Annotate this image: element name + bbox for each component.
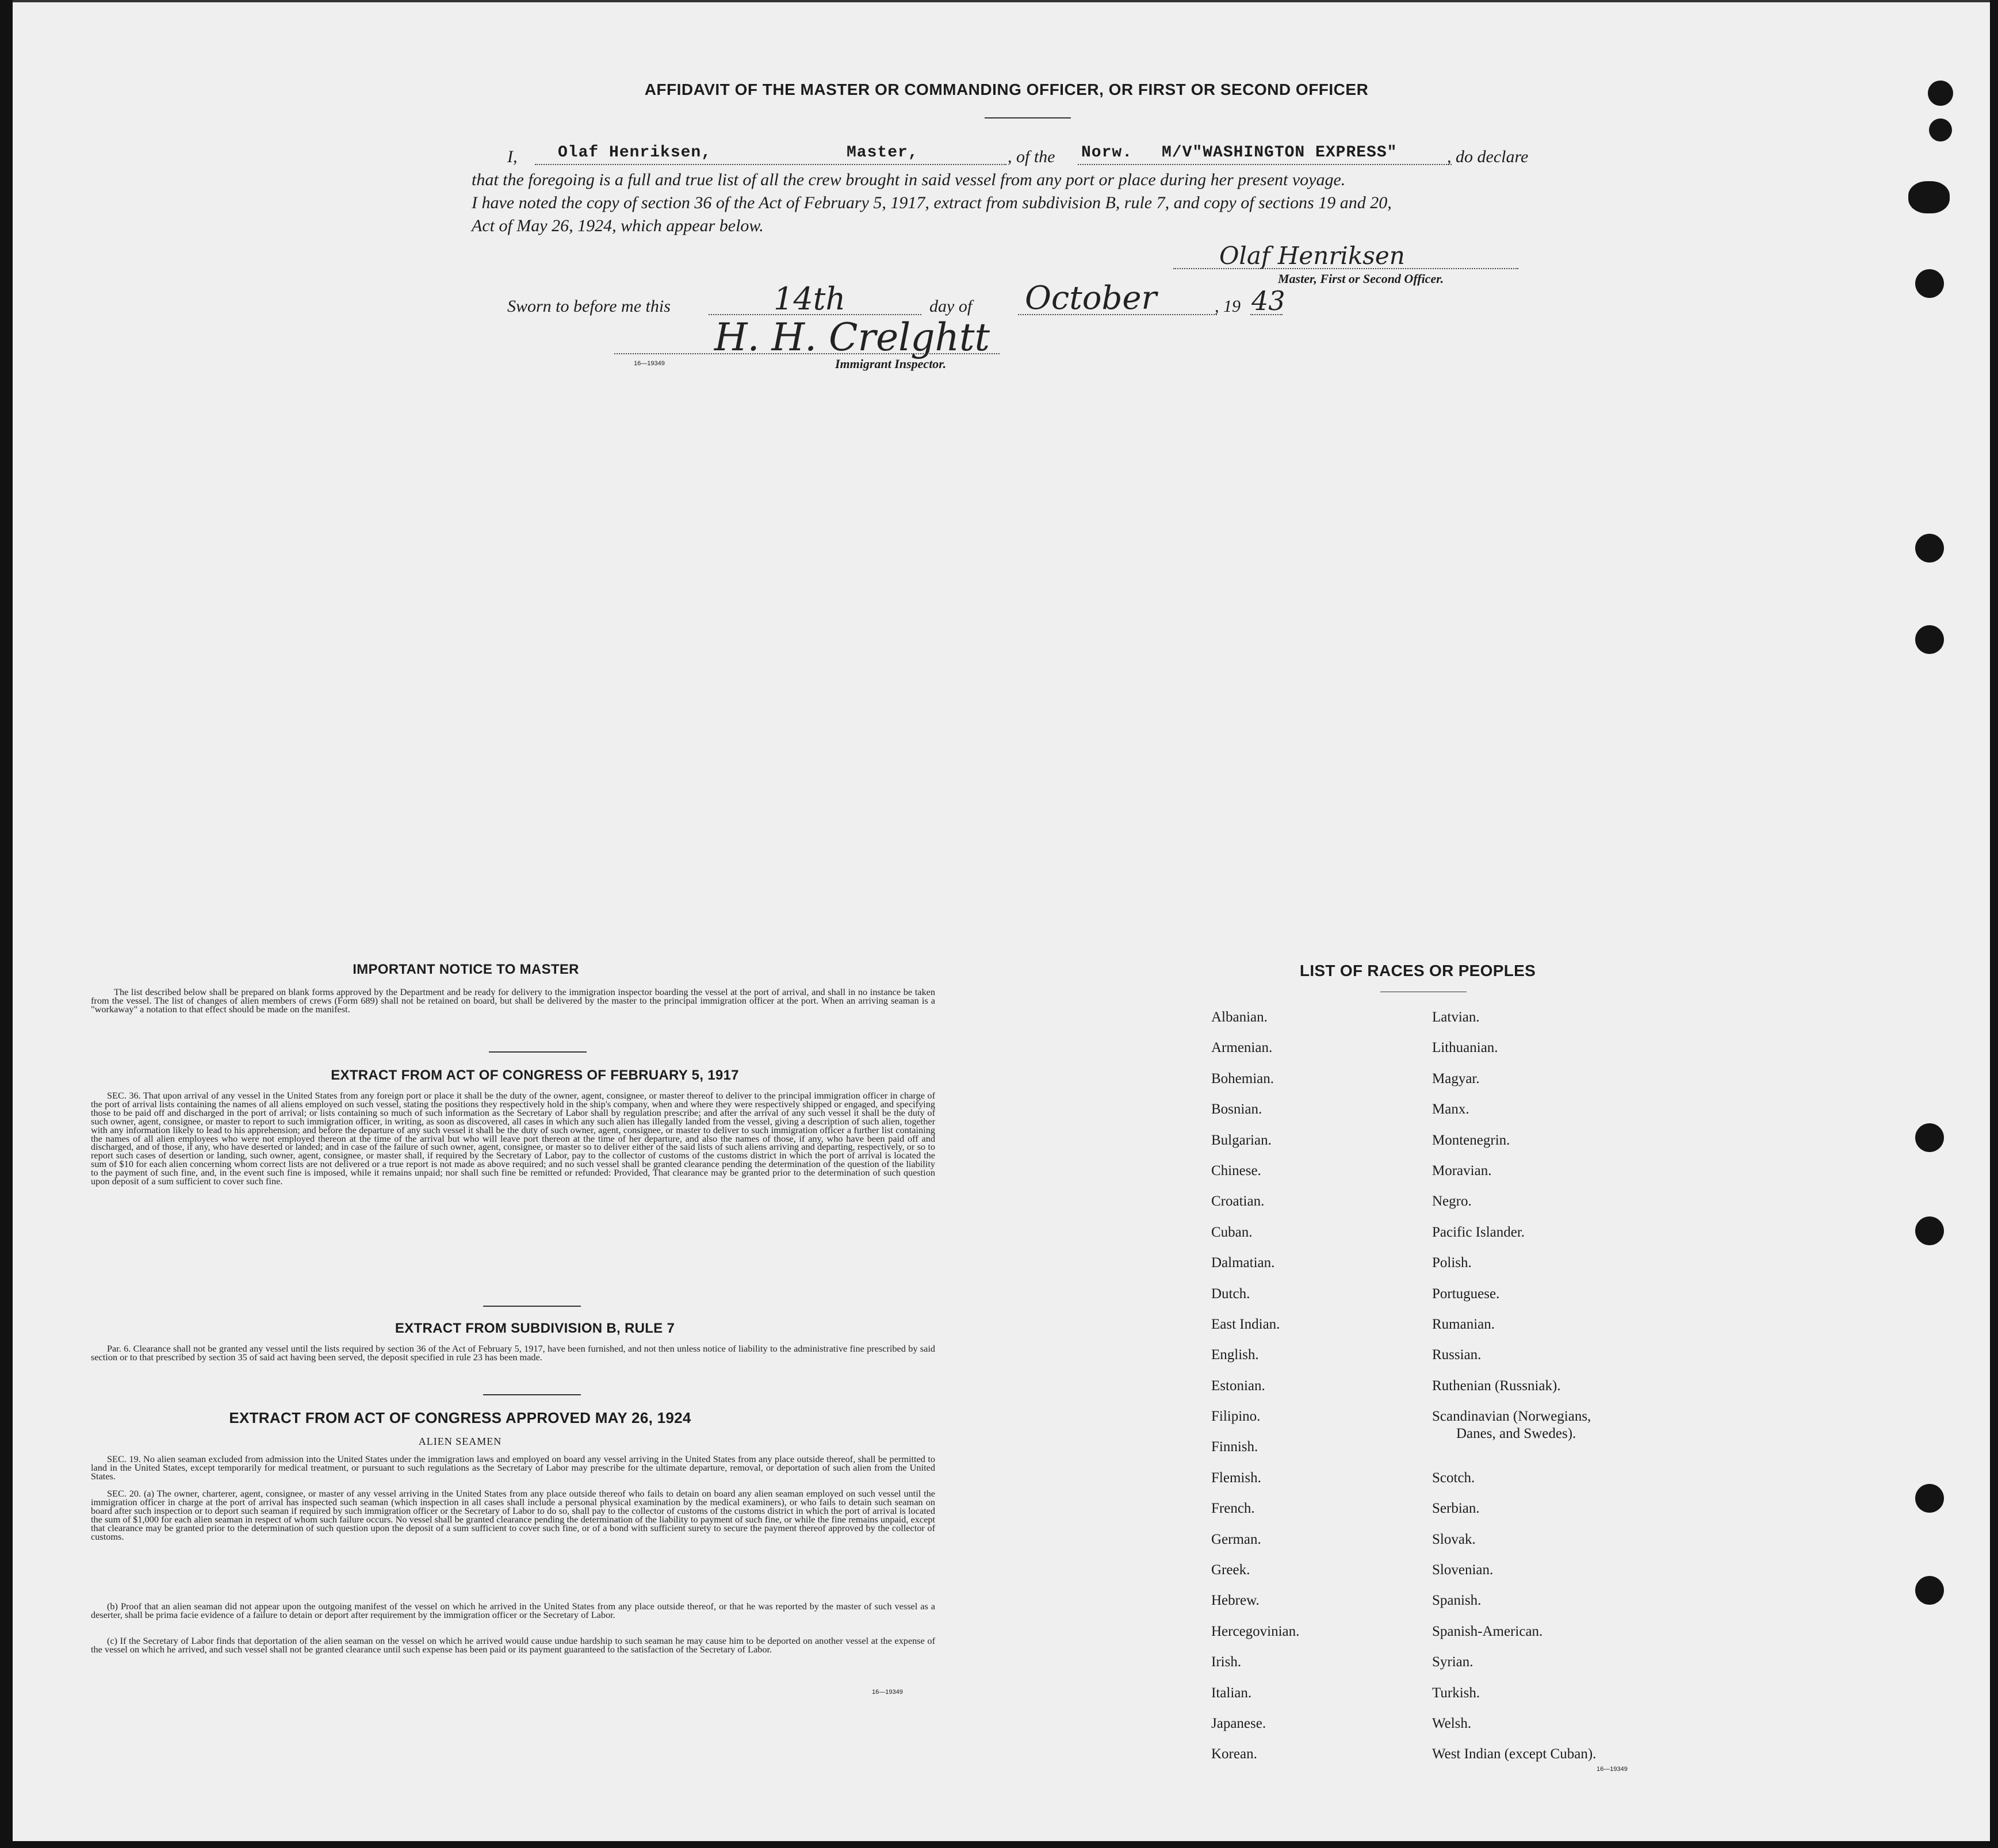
race-item: Serbian. (1432, 1501, 1480, 1517)
race-item: French. (1211, 1501, 1255, 1517)
text-of-the: , of the (1008, 147, 1055, 166)
form-number: 16—19349 (634, 360, 665, 367)
race-item: Albanian. (1211, 1009, 1268, 1025)
race-item: Spanish. (1432, 1593, 1482, 1609)
extract-1917-text: SEC. 36. That upon arrival of any vessel in the United States from any foreign port or place it shall be the duty of the owner, agent, consignee, or master thereof to deliver to the principal immigration officer in charge of the port of arrival lists containing the names of all aliens employed on such vessel, stating the positions they respectively hold in the ship's company, when and where they were respectively shipped or engaged, and specifying those to be paid off and discharged in the port of arrival; or lists containing so much of such information as the Secretary of Labor shall by regulation prescribe; and after the arrival of any such vessel it shall be the duty of such owner, agent, consignee, or master to report to such immigration officer, in writing, as soon as discovered, all cases in which any such alien has illegally landed from the vessel, giving a description of such alien, together with any information likely to lead to his apprehension; and before the departure of any such vessel it shall be the duty of such owner, agent, consignee, or master to deliver to such immigration officer a further list containing the names of all alien employees who were not employed thereon at the time of the arrival but who will leave port thereon at the time of her departure, and also the names of those, if any, who have been paid off and discharged, and of those, if any, who have deserted or landed; and in case of the failure of such owner, agent, consignee, or master so to deliver either of the said lists of such aliens arriving and departing, respectively, or so to report such cases of desertion or landing, such owner, agent, consignee, or master shall, if required by the Secretary of Labor, pay to the collector of customs of the customs district in which the port of arrival is located the sum of $10 for each alien concerning whom correct lists are not delivered or a true report is not made as above required; and no such vessel shall be granted clearance pending the determination of the question of the liability to the payment of such fine, and, in the event such fine is imposed, while it remains unpaid; nor shall such fine be remitted or refunded: Provided, That clearance may be granted prior to the determination of such question upon deposit of a sum sufficient to cover such fine. (91, 1090, 935, 1187)
form-number: 16—19349 (872, 1689, 903, 1696)
inspector-caption: Immigrant Inspector. (835, 357, 947, 371)
race-item: Dalmatian. (1211, 1255, 1275, 1271)
punch-hole (1908, 181, 1950, 213)
race-item: Estonian. (1211, 1378, 1265, 1394)
alien-seamen-subtitle: ALIEN SEAMEN (418, 1436, 502, 1447)
inspector-signature: H. H. Crelghtt (714, 315, 990, 359)
races-list-left (1211, 1009, 1299, 1777)
section-19-text: SEC. 19. No alien seaman excluded from admission into the United States under the immigration laws and employed on board any vessel arriving in the United States from any place outside thereof, shall be permitted to land in the United States, except temporarily for medical treatment, or pursuant to such regulations as the Secretary of Labor may prescribe for the ultimate departure, removal, or deportation of such alien from the United States. (91, 1453, 935, 1482)
race-item-continued: Danes, and Swedes). (1456, 1426, 1576, 1442)
form-number: 16—19349 (1597, 1766, 1628, 1773)
section-20a-text: SEC. 20. (a) The owner, charterer, agent, consignee, or master of any vessel arriving in the United States from any place outside thereof who fails to detain on board any alien seaman employed on such vessel until the immigration officer in charge at the port of arrival has inspected such seaman (which inspection in all cases shall include a personal physical examination by the medical examiners), or who fails to detain such seaman on board after such inspection or to deport such seaman if required by such immigration officer or the Secretary of Labor to do so, shall pay to the collector of customs of the customs district in which the port of arrival is located the sum of $1,000 for each alien seaman in respect of whom such failure occurs. No vessel shall be granted clearance pending the determination of the liability to payment of such fine, or while the fine remains unpaid, except that clearance may be granted prior to the determination of such question upon the deposit of a sum sufficient to cover such fine, or of a bond with sufficient surety to secure the payment thereof approved by the collector of customs. (91, 1488, 935, 1542)
race-item: Ruthenian (Russniak). (1432, 1378, 1561, 1394)
extract-1917-title: EXTRACT FROM ACT OF CONGRESS OF FEBRUARY 5, 1917 (331, 1068, 739, 1083)
race-item: Rumanian. (1432, 1316, 1495, 1332)
year-line (1250, 314, 1283, 315)
race-item: Finnish. (1211, 1439, 1258, 1455)
day-value: 14th (774, 281, 846, 317)
master-rank: Master, (847, 144, 918, 162)
scan-border-top (0, 0, 1998, 2)
punch-hole (1915, 1216, 1944, 1245)
punch-hole (1915, 1576, 1944, 1605)
scan-border-right (1990, 0, 1998, 1848)
vessel-name: M/V"WASHINGTON EXPRESS" (1162, 144, 1398, 162)
subdivision-b-text: Par. 6. Clearance shall not be granted any vessel until the lists required by section 36 of the Act of February 5, 1917, have been furnished, and not then unless notice of liability to the administrative fine prescribed by said section or to that prescribed by section 35 of said act having been served, the deposit specified in rule 23 has been made. (91, 1343, 935, 1363)
race-item: Armenian. (1211, 1040, 1273, 1056)
vessel-nationality: Norw. (1081, 144, 1133, 162)
affidavit-title: AFFIDAVIT OF THE MASTER OR COMMANDING OFFICER, OR FIRST OR SECOND OFFICER (644, 81, 1369, 98)
section-20b-text: (b) Proof that an alien seaman did not appear upon the outgoing manifest of the vessel on which he arrived in the United States from any place outside thereof, or that he was reported by the master of such vessel as a deserter, shall be prima facie evidence of a failure to detain or deport after requirement by the immigration officer or the Secretary of Labor. (91, 1601, 935, 1620)
race-item: Turkish. (1432, 1685, 1480, 1701)
race-item: Polish. (1432, 1255, 1472, 1271)
declaration-line-2: that the foregoing is a full and true list of all the crew brought in said vessel from any port or place during her present voyage. (472, 170, 1346, 189)
extract-1924-title: EXTRACT FROM ACT OF CONGRESS APPROVED MAY 26, 1924 (229, 1409, 691, 1426)
race-item: Pacific Islander. (1432, 1224, 1525, 1240)
month-line (1018, 314, 1217, 315)
race-item: Cuban. (1211, 1224, 1253, 1240)
vessel-line (1078, 164, 1452, 165)
race-item: Bosnian. (1211, 1101, 1262, 1118)
punch-hole (1915, 269, 1944, 298)
race-item: Scotch. (1432, 1470, 1475, 1486)
race-item: Italian. (1211, 1685, 1252, 1701)
declaration-line-3: I have noted the copy of section 36 of the Act of February 5, 1917, extract from subdivision B, rule 7, and copy of sections 19 and 20, (472, 193, 1392, 212)
race-item: Portuguese. (1432, 1285, 1500, 1302)
race-item-scandinavian (1432, 1408, 1596, 1470)
race-item: Bulgarian. (1211, 1132, 1272, 1148)
race-item: Slovenian. (1432, 1562, 1494, 1578)
races-list-right (1432, 1009, 1596, 1777)
subdivision-b-title: EXTRACT FROM SUBDIVISION B, RULE 7 (395, 1321, 675, 1336)
races-title: LIST OF RACES OR PEOPLES (1299, 962, 1536, 980)
year-value: 43 (1251, 285, 1285, 316)
race-item: German. (1211, 1531, 1261, 1547)
section-20c-text: (c) If the Secretary of Labor finds that deportation of the alien seaman on the vessel on which he arrived would cause undue hardship to such seaman he may cause him to be deported on another vessel at the expense of the vessel on which he arrived, and such vessel shall not be granted clearance until such expense has been paid or its payment guaranteed to the satisfaction of the Secretary of Labor. (91, 1635, 935, 1655)
text-sworn: Sworn to before me this (507, 297, 671, 316)
text-day-of: day of (929, 297, 973, 316)
race-item: Latvian. (1432, 1009, 1480, 1025)
race-item: Lithuanian. (1432, 1040, 1498, 1056)
race-item: East Indian. (1211, 1316, 1280, 1332)
race-item: Chinese. (1211, 1162, 1261, 1179)
punch-hole (1928, 81, 1953, 106)
text-year-prefix: , 19 (1215, 297, 1241, 316)
signature-line (1173, 268, 1518, 269)
race-item: Filipino. (1211, 1409, 1261, 1425)
section-rule (483, 1306, 581, 1307)
punch-hole (1915, 534, 1944, 563)
punch-hole (1915, 1123, 1944, 1152)
master-caption: Master, First or Second Officer. (1278, 271, 1444, 286)
declaration-line-4: Act of May 26, 1924, which appear below. (472, 216, 764, 235)
race-item: Japanese. (1211, 1715, 1266, 1731)
title-rule (985, 117, 1071, 118)
text-i: I, (507, 147, 518, 166)
month-value: October (1025, 280, 1157, 317)
race-item: Bohemian. (1211, 1070, 1274, 1086)
scan-border-left (0, 0, 13, 1848)
race-item: Korean. (1211, 1746, 1257, 1762)
race-item: Manx. (1432, 1101, 1469, 1118)
race-item: Greek. (1211, 1562, 1250, 1578)
punch-hole (1915, 1484, 1944, 1513)
race-item: Russian. (1432, 1347, 1482, 1363)
race-item: Magyar. (1432, 1070, 1480, 1086)
race-item: Welsh. (1432, 1716, 1472, 1731)
race-item: Croatian. (1211, 1193, 1265, 1210)
punch-hole (1929, 118, 1952, 141)
race-item: English. (1211, 1347, 1259, 1363)
race-item: Hercegovinian. (1211, 1623, 1300, 1639)
race-item: Scandinavian (Norwegians, (1432, 1409, 1591, 1425)
race-item: Montenegrin. (1432, 1132, 1510, 1148)
inspector-line (614, 353, 1000, 354)
master-signature: Olaf Henriksen (1219, 242, 1405, 270)
master-name: Olaf Henriksen, (558, 144, 712, 162)
race-item: Dutch. (1211, 1285, 1250, 1302)
race-item: Negro. (1432, 1193, 1472, 1210)
race-item: Slovak. (1432, 1531, 1476, 1547)
race-item: Moravian. (1432, 1162, 1492, 1179)
race-item: Spanish-American. (1432, 1623, 1543, 1639)
race-item: Irish. (1211, 1654, 1242, 1670)
text-do-declare: , do declare (1447, 147, 1529, 166)
race-item: Hebrew. (1211, 1593, 1260, 1609)
race-item: Syrian. (1432, 1654, 1473, 1670)
scan-border-bottom (0, 1841, 1998, 1848)
section-rule (483, 1394, 581, 1395)
punch-hole (1915, 625, 1944, 654)
section-rule (489, 1051, 587, 1053)
notice-text: The list described below shall be prepared on blank forms approved by the Department and be ready for delivery to the immigration inspector boarding the vessel at the port of arrival, and shall in no instance be taken from the vessel. The list of changes of alien members of crews (Form 689) shall not be retained on board, but shall be delivered by the master to the principal immigration officer at the port. When an arriving seaman is a "workaway" a notation to that effect should be made on the manifest. (91, 986, 935, 1015)
race-item: West Indian (except Cuban). (1432, 1746, 1597, 1762)
notice-title: IMPORTANT NOTICE TO MASTER (353, 962, 579, 977)
race-item: Flemish. (1211, 1470, 1261, 1486)
master-name-line (535, 164, 1006, 165)
